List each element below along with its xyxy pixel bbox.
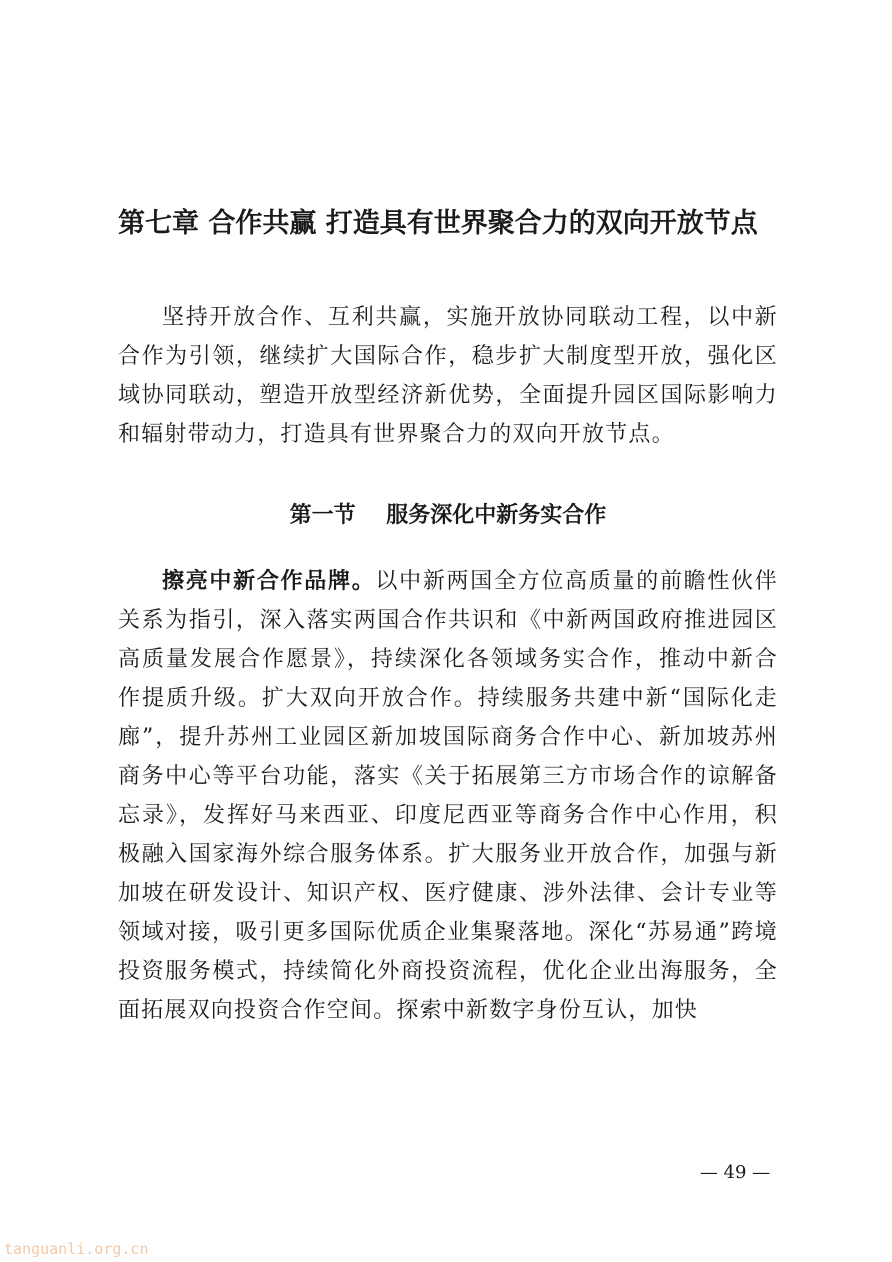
main-paragraph <box>118 562 778 1030</box>
page-number: — 49 — <box>699 1162 771 1183</box>
intro-paragraph: 坚持开放合作、互利共赢，实施开放协同联动工程，以中新合作为引领，继续扩大国际合作，稳步扩大制度型开放，强化区域协同联动，塑造开放型经济新优势，全面提升园区国际影响力和辐射带动力，打造具有世界聚合力的双向开放节点。 <box>118 305 778 447</box>
paragraph-body-text: 以中新两国全方位高质量的前瞻性伙伴关系为指引，深入落实两国合作共识和《中新两国政府推进园区高质量发展合作愿景》，持续深化各领域务实合作，推动中新合作提质升级。扩大双向开放合作。持续服务共建中新“国际化走廊”，提升苏州工业园区新加坡国际商务合作中心、新加坡苏州商务中心等平台功能，落实《关于拓展第三方市场合作的谅解备忘录》，发挥好马来西亚、印度尼西亚等商务合作中心作用，积极融入国家海外综合服务体系。扩大服务业开放合作，加强与新加坡在研发设计、知识产权、医疗健康、涉外法律、会计专业等领域对接，吸引更多国际优质企业集聚落地。深化“苏易通”跨境投资服务模式，持续简化外商投资流程，优化企业出海服务，全面拓展双向投资合作空间。探索中新数字身份互认，加快 <box>118 569 778 1023</box>
chapter-title: 第七章 合作共赢 打造具有世界聚合力的双向开放节点 <box>118 208 758 239</box>
watermark: tanguanli.org.cn <box>4 1240 149 1258</box>
paragraph-lead-heading: 擦亮中新合作品牌。 <box>162 569 376 594</box>
section-title: 第一节 服务深化中新务实合作 <box>289 503 607 528</box>
